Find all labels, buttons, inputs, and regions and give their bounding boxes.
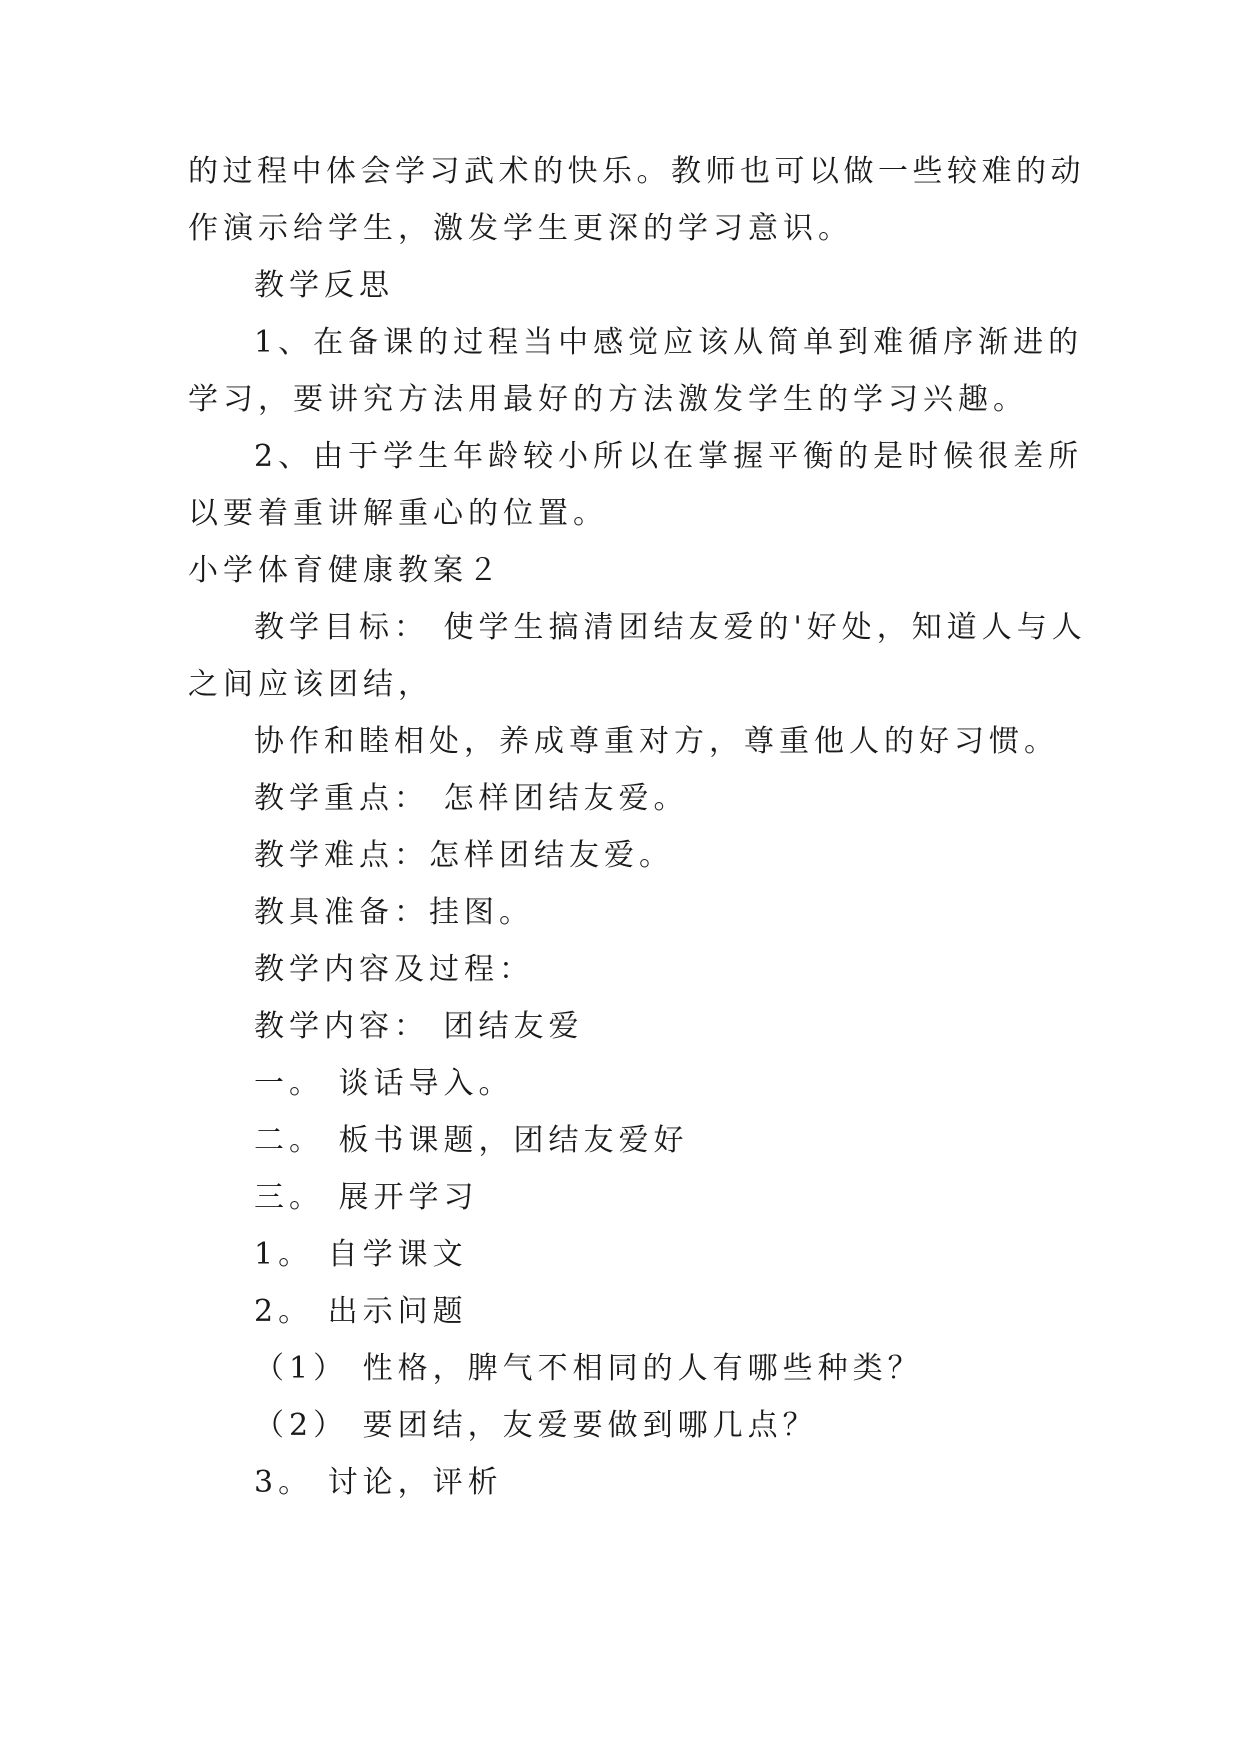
text-line: 作演示给学生，激发学生更深的学习意识。 xyxy=(188,211,853,246)
list-item: （2） 要团结，友爱要做到哪几点？ xyxy=(254,1408,818,1443)
text-line: 协作和睦相处，养成尊重对方，尊重他人的好习惯。 xyxy=(254,724,1059,759)
section-heading-reflection: 教学反思 xyxy=(254,268,394,303)
list-item: 一。 谈话导入。 xyxy=(254,1066,514,1101)
text-line: 以要着重讲解重心的位置。 xyxy=(188,496,608,531)
list-item: 2。 出示问题 xyxy=(254,1294,468,1329)
list-item: （1） 性格，脾气不相同的人有哪些种类？ xyxy=(254,1351,923,1386)
text-line: 1、在备课的过程当中感觉应该从简单到难循序渐进的 xyxy=(254,325,1084,360)
text-line: 教学难点：怎样团结友爱。 xyxy=(254,838,674,873)
text-line: 学习，要讲究方法用最好的方法激发学生的学习兴趣。 xyxy=(188,382,1028,417)
text-line: 教学重点： 怎样团结友爱。 xyxy=(254,781,689,816)
list-item: 二。 板书课题，团结友爱好 xyxy=(254,1123,689,1158)
text-line: 教具准备：挂图。 xyxy=(254,895,534,930)
text-line: 教学内容： 团结友爱 xyxy=(254,1009,584,1044)
list-item: 1。 自学课文 xyxy=(254,1237,468,1272)
list-item: 三。 展开学习 xyxy=(254,1180,479,1215)
text-line: 教学内容及过程： xyxy=(254,952,534,987)
text-line: 的过程中体会学习武术的快乐。教师也可以做一些较难的动 xyxy=(188,154,1085,189)
text-line: 2、由于学生年龄较小所以在掌握平衡的是时候很差所 xyxy=(254,439,1084,474)
list-item: 3。 讨论，评析 xyxy=(254,1465,503,1500)
text-line: 教学目标： 使学生搞清团结友爱的'好处，知道人与人 xyxy=(254,610,1087,645)
lesson-plan-title: 小学体育健康教案２ xyxy=(188,553,503,588)
text-line: 之间应该团结， xyxy=(188,667,433,702)
